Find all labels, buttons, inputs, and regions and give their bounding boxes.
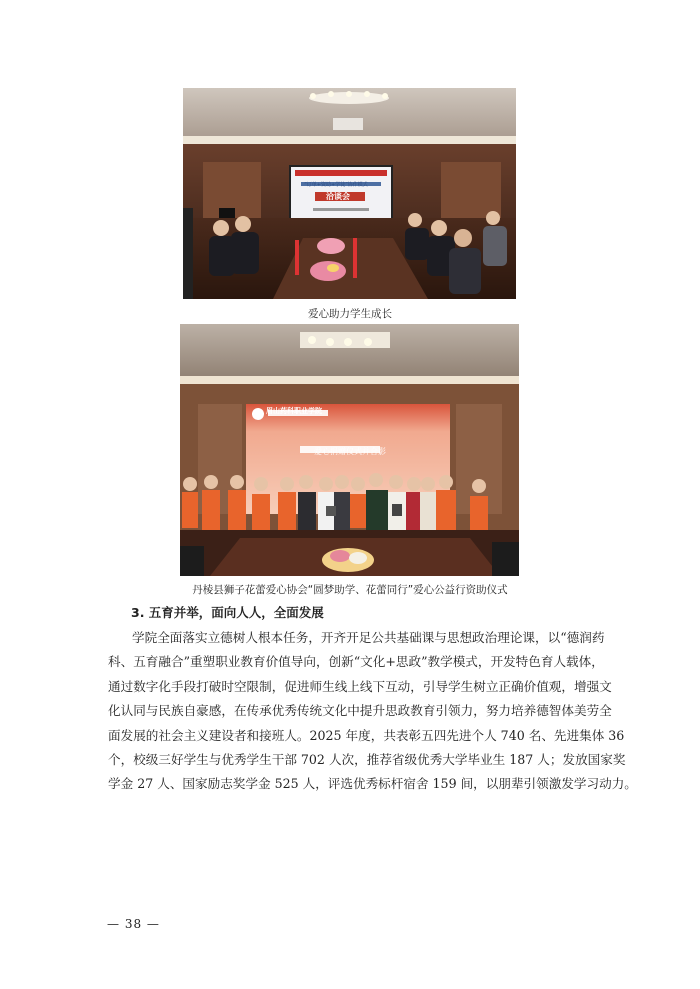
figure-1-caption: 爱心助力学生成长 xyxy=(308,308,392,320)
paragraph-line: 学院全面落实立德树人根本任务，开齐开足公共基础课与思想政治理论课，以“德润药 xyxy=(132,630,605,645)
body-paragraph xyxy=(108,626,637,797)
paragraph-line: 通过数字化手段打破时空限制，促进师生线上线下互动，引导学生树立正确价值观，增强文 xyxy=(108,678,612,694)
section-heading: 3. 五育并举，面向人人，全面发展 xyxy=(131,605,324,620)
meeting-screen-subtitle: “订单+资助+学徒”协作模式 xyxy=(304,182,368,188)
paragraph-line: 学金 27 人、国家励志奖学金 525 人，评选优秀标杆宿舍 159 间，以朋辈引领激发学习动力。 xyxy=(108,776,637,792)
paragraph-line: 个，校级三好学生与优秀学生干部 702 人次，推荐省级优秀大学毕业生 187 人；发放国家奖 xyxy=(108,752,626,768)
meeting-screen-title: 洽谈会 xyxy=(326,192,350,201)
figure-2-caption: 丹棱县狮子花蕾爱心协会“圆梦助学、花蕾同行”爱心公益行资助仪式 xyxy=(192,584,508,596)
page-number: — 38 — xyxy=(107,917,160,931)
paragraph-line: 科、五育融合”重塑职业教育价值导向，创新“文化+思政”教学模式，开发特色育人载体， xyxy=(108,654,604,670)
paragraph-line: 面发展的社会主义建设者和接班人。2025 年度，共表彰五四先进个人 740 名、先进集体 36 xyxy=(108,727,625,743)
paragraph-line: 化认同与民族自豪感，在传承优秀传统文化中提升思政教育引领力，努力培养德智体美劳全 xyxy=(108,703,612,719)
ceremony-screen-banner: 眉山药科职业学院 xyxy=(266,407,322,415)
ceremony-screen-title: 爱心捐赠仪式并合影 xyxy=(314,447,386,456)
